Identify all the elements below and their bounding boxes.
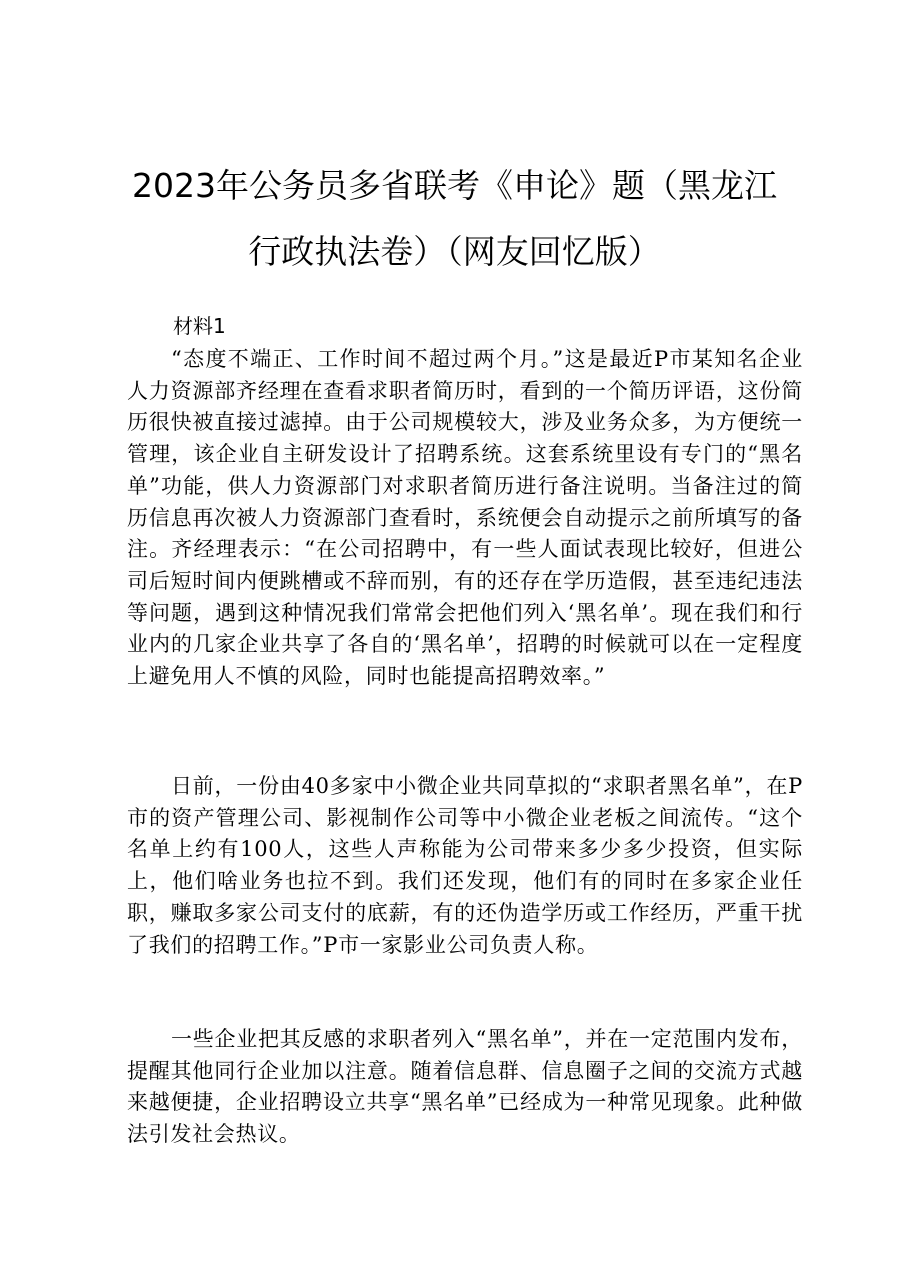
paragraph-3: 一些企业把其反感的求职者列入“黑名单”，并在一定范围内发布，提醒其他同行企业加以注意。随着信息群、信息圈子之间的交流方式越来越便捷，企业招聘设立共享“黑名单”已经成为一种常见现象。此种做法引发社会热议。: [127, 1027, 803, 1147]
paragraph-1: “态度不端正、工作时间不超过两个月。”这是最近P市某知名企业人力资源部齐经理在查看求职者简历时，看到的一个简历评语，这份简历很快被直接过滤掉。由于公司规模较大，涉及业务众多，为方便统一管理，该企业自主研发设计了招聘系统。这套系统里设有专门的“黑名单”功能，供人力资源部门对求职者简历进行备注说明。当备注过的简历信息再次被人力资源部门查看时，系统便会自动提示之前所填写的备注。齐经理表示：“在公司招聘中，有一些人面试表现比较好，但进公司后短时间内便跳槽或不辞而别，有的还存在学历造假，甚至违纪违法等问题，遇到这种情况我们常常会把他们列入‘黑名单’。现在我们和行业内的几家企业共享了各自的‘黑名单’，招聘的时候就可以在一定程度上避免用人不慎的风险，同时也能提高招聘效率。”: [127, 347, 803, 689]
paragraph-2: 日前，一份由40多家中小微企业共同草拟的“求职者黑名单”，在P市的资产管理公司、影视制作公司等中小微企业老板之间流传。“这个名单上约有100人，这些人声称能为公司带来多少多少投资，但实际上，他们啥业务也拉不到。我们还发现，他们有的同时在多家企业任职，赚取多家公司支付的底薪，有的还伪造学历或工作经历，严重干扰了我们的招聘工作。”P市一家影业公司负责人称。: [127, 774, 803, 957]
section-label: 材料1: [173, 314, 226, 338]
document-title-line-2: 行政执法卷）（网友回忆版）: [248, 232, 661, 271]
document-title-line-1: 2023年公务员多省联考《申论》题（黑龙江: [132, 166, 777, 205]
